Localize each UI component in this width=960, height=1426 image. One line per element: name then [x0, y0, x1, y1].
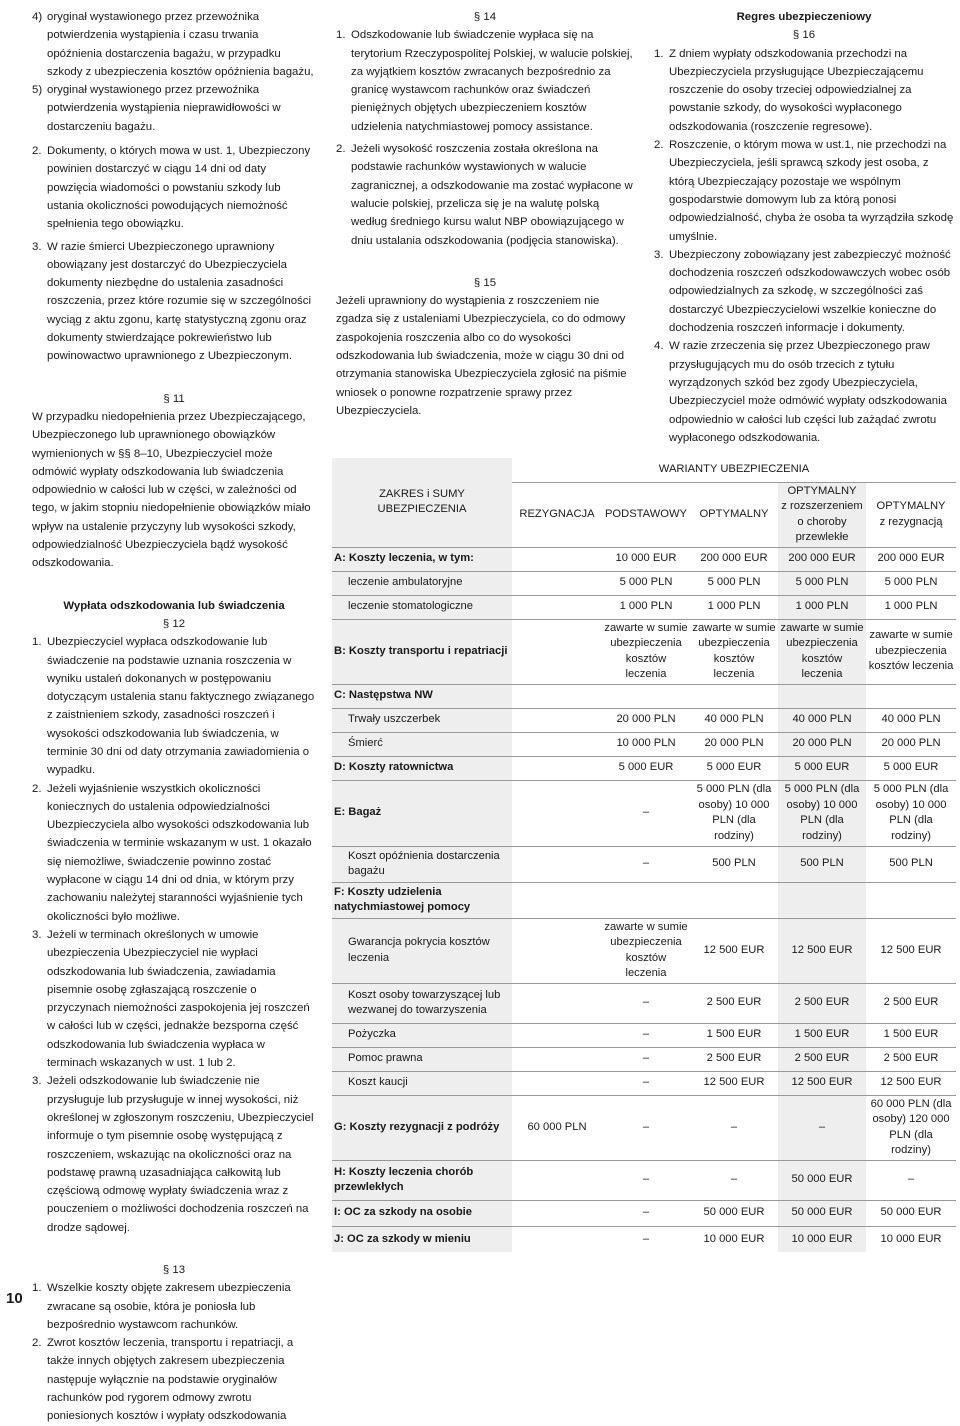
table-cell: 2 500 EUR [690, 1047, 778, 1071]
section-title: § 15 [473, 276, 497, 289]
table-cell: 10 000 EUR [866, 1226, 956, 1252]
section-heading: Wypłata odszkodowania lub świadczenia [63, 599, 285, 612]
list-item: 1. Wszelkie koszty objęte zakresem ubezpieczenia zwracane są osobie, która je poniosła lub bezpośrednio wystawcom rachunków. [32, 1282, 291, 1331]
table-cell [512, 780, 602, 846]
table-row [332, 732, 956, 756]
table-cell: zawarte w sumie ubezpieczenia kosztów leczenia [778, 619, 866, 684]
row-label: Gwarancja pokrycia kosztów leczenia [332, 918, 512, 983]
table-cell: – [690, 1160, 778, 1200]
table-cell: 10 000 EUR [602, 547, 690, 571]
table-cell: 2 500 EUR [778, 1047, 866, 1071]
table-cell: 1 000 PLN [690, 595, 778, 619]
table-cell: – [690, 1095, 778, 1160]
paragraph: W przypadku niedopełnienia przez Ubezpieczającego, Ubezpieczonego lub uprawnionego obowiązków wymienionych w §§ 8–10, Ubezpieczyciel może odmówić wypłaty odszkodowania lub świadczenia odpowiednio w całości lub w części, w zależności od tego, w jakim stopniu niedopełnienie obowiązków miało wpływ na ustalenie przyczyny lub wysokości szkody, odpowiedzialność Ubezpieczyciela bądź wysokość odszkodowania. [32, 410, 311, 570]
table-row [332, 595, 956, 619]
list-item: 2. Roszczenie, o którym mowa w ust.1, nie przechodzi na Ubezpieczyciela, jeśli sprawcą szkody jest osoba, z którą Ubezpieczający pozostaje we wspólnym gospodarstwie domowym lub za którą ponosi odpowiedzialność, chyba że osoba ta wyrządziła szkodę umyślnie. [654, 139, 954, 243]
list-item: 4) oryginał wystawionego przez przewoźnika potwierdzenia wystąpienia i czasu trwania opóźnienia dostarczenia bagażu, w przypadku szkody z ubezpieczenia kosztów opóźnienia bagażu, [32, 11, 314, 78]
table-cell [690, 882, 778, 918]
table-cell: 1 500 EUR [778, 1023, 866, 1047]
table-row [332, 684, 956, 708]
table-cell: – [602, 1023, 690, 1047]
row-label: C: Następstwa NW [332, 684, 512, 708]
table-cell: 60 000 PLN [512, 1095, 602, 1160]
table-row [332, 708, 956, 732]
table-cell: 20 000 PLN [690, 732, 778, 756]
table-cell: 10 000 EUR [690, 1226, 778, 1252]
table-row [332, 918, 956, 983]
table-row [332, 571, 956, 595]
table-cell: 10 000 EUR [778, 1226, 866, 1252]
scope-header: ZAKRES i SUMY UBEZPIECZENIA [332, 458, 512, 547]
row-label: Pomoc prawna [332, 1047, 512, 1071]
row-label: Śmierć [332, 732, 512, 756]
table-cell [512, 983, 602, 1023]
table-body [332, 547, 956, 1252]
table-cell [512, 708, 602, 732]
list-item: 2. Jeżeli wysokość roszczenia została określona na podstawie rachunków wystawionych w walucie zagranicznej, a odszkodowanie ma zostać wypłacone w walucie polskiej, przelicza się je na walutę polską według średniego kursu walut NBP obowiązującego w dniu ustalania odszkodowania (podjęcia stanowiska). [336, 143, 633, 247]
column-header: OPTYMALNY z rozszerzeniem o choroby przewlekłe [778, 482, 866, 547]
table-cell [512, 1023, 602, 1047]
list-item: 3. W razie śmierci Ubezpieczonego uprawniony obowiązany jest dostarczyć do Ubezpieczyciela dokumenty niezbędne do ustalenia zasadności roszczenia, przez które rozumie się w szczególności wyciąg z aktu zgonu, kartę statystyczną zgonu oraz dokumenty stwierdzające pokrewieństwo lub powinowactwo uprawnionego z Ubezpieczonym. [32, 240, 311, 363]
table-cell: 5 000 PLN (dla osoby) 10 000 PLN (dla rodziny) [778, 780, 866, 846]
table-cell: zawarte w sumie ubezpieczenia kosztów leczenia [866, 619, 956, 684]
table-row [332, 882, 956, 918]
table-cell: 200 000 EUR [778, 547, 866, 571]
column-header: REZYGNACJA [519, 507, 595, 520]
list-item: 2. Dokumenty, o których mowa w ust. 1, Ubezpieczony powinien dostarczyć w ciągu 14 dni od daty powzięcia wiadomości o powstaniu szkody lub ustania okoliczności powodujących niemożność spełnienia tego obowiązku. [32, 145, 311, 231]
list-item: 3. Ubezpieczony zobowiązany jest zabezpieczyć możność dochodzenia roszczeń odszkodowawczych wobec osób odpowiedzialnych za szkodę, w szczególności zaś dostarczyć Ubezpieczycielowi wszelkie konieczne do dochodzenia roszczeń informacje i dokumenty. [654, 248, 951, 335]
table-row [332, 1200, 956, 1226]
table-row [332, 780, 956, 846]
table-cell [602, 684, 690, 708]
table-cell [778, 684, 866, 708]
table-cell: zawarte w sumie ubezpieczenia kosztów leczenia [690, 619, 778, 684]
row-label: Koszt kaucji [332, 1071, 512, 1095]
column-header: PODSTAWOWY [604, 507, 688, 520]
paragraph: Jeżeli uprawniony do wystąpienia z roszczeniem nie zgadza się z ustaleniami Ubezpieczyciela, co do odmowy zaspokojenia roszczenia albo co do wysokości odszkodowania lub świadczenia, może w ciągu 30 dni od otrzymania stanowiska Ubezpieczyciela zgłosić na piśmie wniosek o ponowne rozpatrzenie sprawy przez Ubezpieczyciela. [336, 295, 627, 417]
list-item: 4. W razie zrzeczenia się przez Ubezpieczonego praw przysługujących mu do osób trzecich z tytułu wyrządzonych szkód bez zgody Ubezpieczyciela, Ubezpieczyciel może odmówić wypłaty odszkodowania odpowiednio w całości lub części lub zażądać zwrotu wypłaconego odszkodowania. [654, 340, 947, 444]
table-cell: 50 000 EUR [690, 1200, 778, 1226]
table-cell: 50 000 EUR [778, 1160, 866, 1200]
row-label: F: Koszty udzielenia natychmiastowej pomocy [332, 882, 512, 918]
table-cell: – [602, 1226, 690, 1252]
table-row [332, 1071, 956, 1095]
table-cell: 1 000 PLN [866, 595, 956, 619]
table-row [332, 1023, 956, 1047]
table-cell: 200 000 EUR [866, 547, 956, 571]
table-cell: 5 000 PLN [866, 571, 956, 595]
row-label: Koszt opóźnienia dostarczenia bagażu [332, 846, 512, 882]
table-cell: 12 500 EUR [690, 918, 778, 983]
table-cell [512, 1160, 602, 1200]
table-cell: – [602, 1071, 690, 1095]
table-row [332, 1226, 956, 1252]
table-cell [512, 918, 602, 983]
row-label: H: Koszty leczenia chorób przewlekłych [332, 1160, 512, 1200]
table-cell: 40 000 PLN [778, 708, 866, 732]
table-cell [602, 882, 690, 918]
list-item: 1. Z dniem wypłaty odszkodowania przechodzi na Ubezpieczyciela przysługujące Ubezpieczającemu roszczenie do osoby trzeciej odpowiedzialnej za powstanie szkody, do wysokości wypłaconego odszkodowania (roszczenie regresowe). [654, 47, 924, 133]
list-item: 3. Jeżeli w terminach określonych w umowie ubezpieczenia Ubezpieczyciel nie wypłaci odszkodowania lub świadczenia, zawiadamia pisemnie osobę zgłaszającą roszczenie o przyczynach niemożności zaspokojenia jej roszczeń w całości lub w części, jednakże bezsporna część odszkodowania lub świadczenia wypłaca w terminach wskazanych w ust. 1 lub 2. [32, 928, 310, 1070]
table-cell: 500 PLN [866, 846, 956, 882]
list-item: 2. Jeżeli wyjaśnienie wszystkich okoliczności koniecznych do ustalenia odpowiedzialności Ubezpieczyciela albo wysokości odszkodowania lub świadczenia w terminie wskazanym w ust. 1 okazało się niemożliwe, świadczenie powinno zostać wypłacone w ciągu 14 dni od dnia, w którym przy zachowaniu należytej staranności wyjaśnienie tych okoliczności było możliwe. [32, 782, 312, 923]
table-cell [512, 846, 602, 882]
column-left [32, 8, 316, 1426]
table-cell [512, 571, 602, 595]
table-cell: 5 000 PLN (dla osoby) 10 000 PLN (dla rodziny) [690, 780, 778, 846]
section-title: § 16 [792, 29, 816, 42]
table-cell: 2 500 EUR [866, 983, 956, 1023]
table-cell: 12 500 EUR [778, 1071, 866, 1095]
table-cell: – [602, 1200, 690, 1226]
row-label: I: OC za szkody na osobie [332, 1200, 512, 1226]
section-title: § 14 [473, 11, 497, 23]
row-label: Pożyczka [332, 1023, 512, 1047]
table-cell: – [602, 1047, 690, 1071]
column-header: OPTYMALNY [699, 507, 769, 520]
table-cell [512, 1071, 602, 1095]
table-row [332, 983, 956, 1023]
table-cell: – [778, 1095, 866, 1160]
table-cell: 40 000 PLN [866, 708, 956, 732]
variants-group-header: WARIANTY UBEZPIECZENIA [512, 458, 956, 482]
table-cell: 200 000 EUR [690, 547, 778, 571]
table-row [332, 1047, 956, 1071]
table-cell [512, 595, 602, 619]
table-cell: 50 000 EUR [866, 1200, 956, 1226]
table-cell: 5 000 PLN [778, 571, 866, 595]
row-label: G: Koszty rezygnacji z podróży [332, 1095, 512, 1160]
table-cell: zawarte w sumie ubezpieczenia kosztów leczenia [602, 918, 690, 983]
row-label: leczenie stomatologiczne [332, 595, 512, 619]
table-cell: 1 500 EUR [866, 1023, 956, 1047]
list-item: 3. Jeżeli odszkodowanie lub świadczenie nie przysługuje lub przysługuje w innej wysokości, niż określonej w zgłoszonym roszczeniu, Ubezpieczyciel informuje o tym pisemnie osobę występującą z roszczeniem, wskazując na okoliczności oraz na podstawę prawną uzasadniająca całkowitą lub częściową odmowę wypłaty świadczenia wraz z pouczeniem o możliwości dochodzenia roszczeń na drodze sądowej. [32, 1075, 314, 1234]
table-cell: – [602, 983, 690, 1023]
list-item: 5) oryginał wystawionego przez przewoźnika potwierdzenia wystąpienia nieprawidłowości w dostarczeniu bagażu. [32, 84, 281, 133]
table-cell: 2 500 EUR [778, 983, 866, 1023]
table-cell [512, 619, 602, 684]
row-label: Trwały uszczerbek [332, 708, 512, 732]
row-label: E: Bagaż [332, 780, 512, 846]
table-cell: 5 000 EUR [690, 756, 778, 780]
table-cell: – [602, 1095, 690, 1160]
table-cell: 5 000 EUR [866, 756, 956, 780]
column-header: OPTYMALNY z rezygnacją [876, 500, 946, 528]
table-cell [512, 1200, 602, 1226]
table-cell: 12 500 EUR [866, 918, 956, 983]
table-cell: 20 000 PLN [602, 708, 690, 732]
table-cell: 20 000 PLN [866, 732, 956, 756]
table-cell: zawarte w sumie ubezpieczenia kosztów leczenia [602, 619, 690, 684]
table-cell: 2 500 EUR [866, 1047, 956, 1071]
table-cell: 12 500 EUR [690, 1071, 778, 1095]
section-title: § 13 [162, 1264, 186, 1276]
table-cell [512, 684, 602, 708]
page-number: 10 [6, 1289, 23, 1307]
table-cell: 50 000 EUR [778, 1200, 866, 1226]
table-cell: 5 000 EUR [602, 756, 690, 780]
section-heading: Regres ubezpieczeniowy [736, 11, 872, 23]
table-cell: – [602, 780, 690, 846]
column-middle [336, 8, 634, 420]
list-item: 1. Odszkodowanie lub świadczenie wypłaca się na terytorium Rzeczypospolitej Polskiej, w walucie polskiej, za wyjątkiem kosztów zwracanych bezpośrednio za granicę wystawcom rachunków oraz świadczeń pieniężnych objętych ubezpieczeniem kosztów udzielenia natychmiastowej pomocy assistance. [336, 29, 633, 133]
table-cell [690, 684, 778, 708]
table-cell: 12 500 EUR [778, 918, 866, 983]
table-cell: 12 500 EUR [866, 1071, 956, 1095]
table-row [332, 1095, 956, 1160]
table-cell: 5 000 PLN [690, 571, 778, 595]
table-cell: 5 000 PLN [602, 571, 690, 595]
section-title: § 11 [163, 392, 185, 405]
table-row [332, 1160, 956, 1200]
list-item: 1. Ubezpieczyciel wypłaca odszkodowanie lub świadczenie na podstawie uznania roszczenia w wyniku ustaleń dokonanych w postępowaniu dotyczącym ustalenia stanu faktycznego związanego z zaistnieniem szkody, zasadności roszczeń i wysokości odszkodowania lub świadczenia, w terminie 30 dni od daty otrzymania zawiadomienia o wypadku. [32, 636, 315, 777]
table-cell [778, 882, 866, 918]
table-cell: – [602, 1160, 690, 1200]
row-label: D: Koszty ratownictwa [332, 756, 512, 780]
table-cell [512, 756, 602, 780]
section-title: § 12 [162, 617, 186, 630]
table-cell: 1 500 EUR [690, 1023, 778, 1047]
table-row [332, 846, 956, 882]
table-row [332, 619, 956, 684]
table-cell: – [866, 1160, 956, 1200]
list-item: 2. Zwrot kosztów leczenia, transportu i repatriacji, a także innych objętych zakresem ubezpieczenia następuje wyłącznie na podstawie oryginałów rachunków pod rygorem odmowy zwrotu poniesionych kosztów i wypłaty odszkodowania [32, 1337, 294, 1423]
table-cell: 40 000 PLN [690, 708, 778, 732]
table-cell: 500 PLN [690, 846, 778, 882]
row-label: leczenie ambulatoryjne [332, 571, 512, 595]
table-cell: 5 000 EUR [778, 756, 866, 780]
table-cell [512, 732, 602, 756]
column-right [654, 8, 954, 447]
table-cell [866, 684, 956, 708]
table-row [332, 547, 956, 571]
table-cell [512, 1226, 602, 1252]
insurance-variants-table [332, 458, 956, 1252]
table-cell [512, 882, 602, 918]
row-label: J: OC za szkody w mieniu [332, 1226, 512, 1252]
table-cell: 60 000 PLN (dla osoby) 120 000 PLN (dla rodziny) [866, 1095, 956, 1160]
table-cell [512, 547, 602, 571]
table-cell: – [602, 846, 690, 882]
row-label: B: Koszty transportu i repatriacji [332, 619, 512, 684]
table-cell: 5 000 PLN (dla osoby) 10 000 PLN (dla rodziny) [866, 780, 956, 846]
table-cell: 10 000 PLN [602, 732, 690, 756]
table-cell: 1 000 PLN [602, 595, 690, 619]
table-cell [512, 1047, 602, 1071]
row-label: Koszt osoby towarzyszącej lub wezwanej do towarzyszenia [332, 983, 512, 1023]
table-cell: 20 000 PLN [778, 732, 866, 756]
table-cell: 2 500 EUR [690, 983, 778, 1023]
table-cell [866, 882, 956, 918]
row-label: A: Koszty leczenia, w tym: [332, 547, 512, 571]
table-cell: 500 PLN [778, 846, 866, 882]
table-row [332, 756, 956, 780]
table-cell: 1 000 PLN [778, 595, 866, 619]
